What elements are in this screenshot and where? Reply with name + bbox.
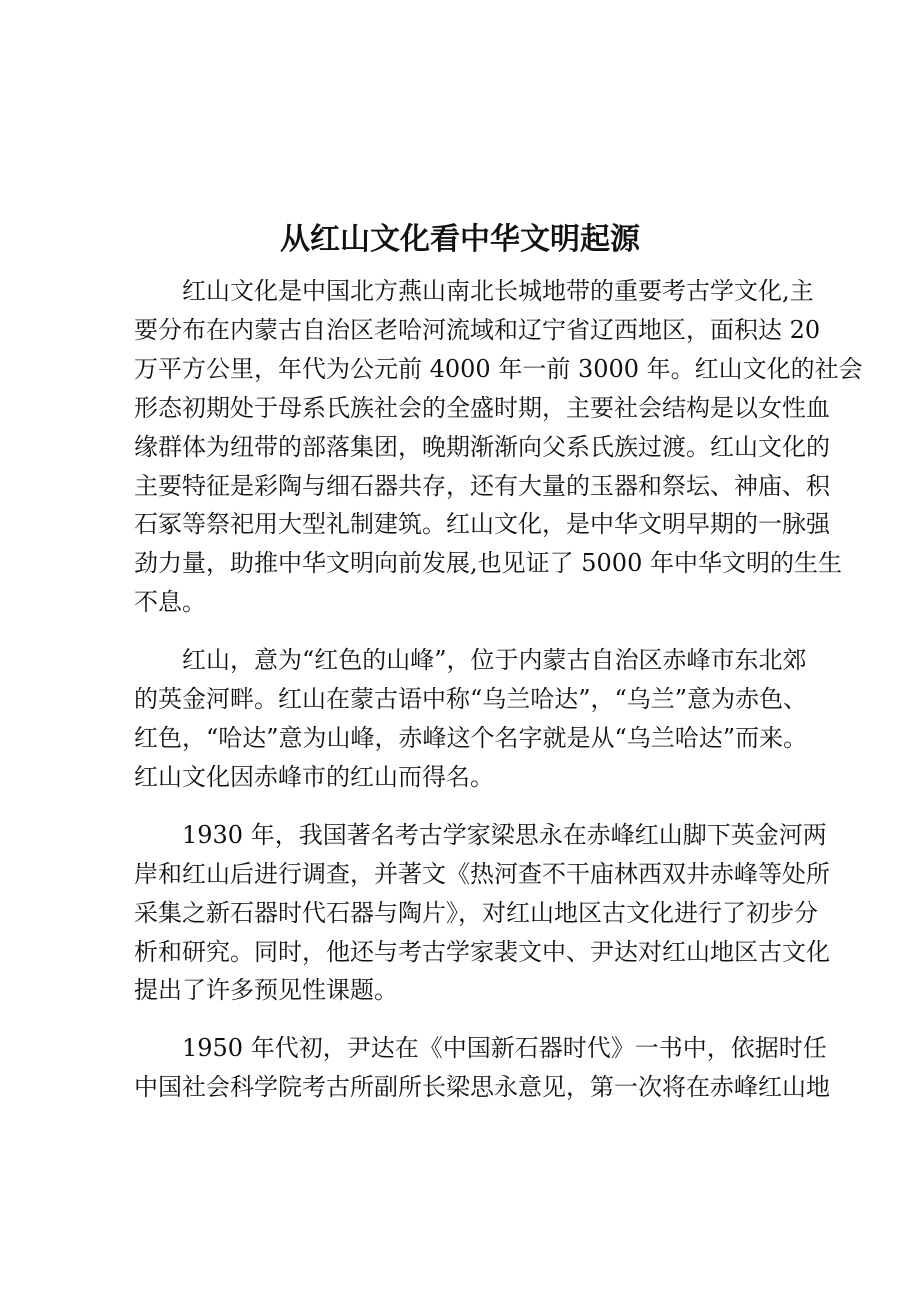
document-title: 从红山文化看中华文明起源 bbox=[280, 222, 640, 257]
text-line: 采集之新石器时代石器与陶片》，对红山地区古文化进行了初步分 bbox=[134, 898, 818, 927]
text-line: 石冢等祭祀用大型礼制建筑。红山文化，是中华文明早期的一脉强 bbox=[134, 510, 830, 539]
text-line: 万平方公里，年代为公元前 4000 年一前 3000 年。红山文化的社会 bbox=[134, 354, 863, 383]
text-line: 1930 年，我国著名考古学家梁思永在赤峰红山脚下英金河两 bbox=[182, 820, 827, 849]
text-line: 红山文化因赤峰市的红山而得名。 bbox=[134, 762, 494, 791]
paragraph-2 bbox=[134, 641, 808, 797]
text-line: 红色，“哈达”意为山峰，赤峰这个名字就是从“乌兰哈达”而来。 bbox=[134, 723, 808, 752]
paragraph-1 bbox=[134, 272, 863, 622]
text-line: 主要特征是彩陶与细石器共存，还有大量的玉器和祭坛、神庙、积 bbox=[134, 471, 830, 500]
text-line: 岸和红山后进行调查，并著文《热河查不干庙林西双井赤峰等处所 bbox=[134, 859, 830, 888]
text-line: 红山，意为“红色的山峰”，位于内蒙古自治区赤峰市东北郊 bbox=[182, 646, 807, 675]
document-body bbox=[134, 272, 863, 1107]
text-line: 提出了许多预见性课题。 bbox=[134, 976, 398, 1005]
text-line: 1950 年代初，尹达在《中国新石器时代》一书中，依据时任 bbox=[182, 1034, 827, 1063]
paragraph-4 bbox=[134, 1029, 830, 1107]
text-line: 析和研究。同时，他还与考古学家裴文中、尹达对红山地区古文化 bbox=[134, 937, 830, 966]
text-line: 劲力量，助推中华文明向前发展,也见证了 5000 年中华文明的生生 bbox=[134, 549, 842, 578]
text-line: 要分布在内蒙古自治区老哈河流域和辽宁省辽西地区，面积达 20 bbox=[134, 315, 821, 344]
paragraph-3 bbox=[134, 816, 830, 1011]
text-line: 中国社会科学院考古所副所长梁思永意见，第一次将在赤峰红山地 bbox=[134, 1073, 830, 1102]
text-line: 红山文化是中国北方燕山南北长城地带的重要考古学文化,主 bbox=[182, 277, 814, 305]
text-line: 不息。 bbox=[134, 588, 206, 617]
text-line: 形态初期处于母系氏族社会的全盛时期，主要社会结构是以女性血 bbox=[134, 393, 830, 422]
text-line: 的英金河畔。红山在蒙古语中称“乌兰哈达”，“乌兰”意为赤色、 bbox=[134, 685, 808, 714]
text-line: 缘群体为纽带的部落集团，晚期渐渐向父系氏族过渡。红山文化的 bbox=[134, 432, 830, 461]
